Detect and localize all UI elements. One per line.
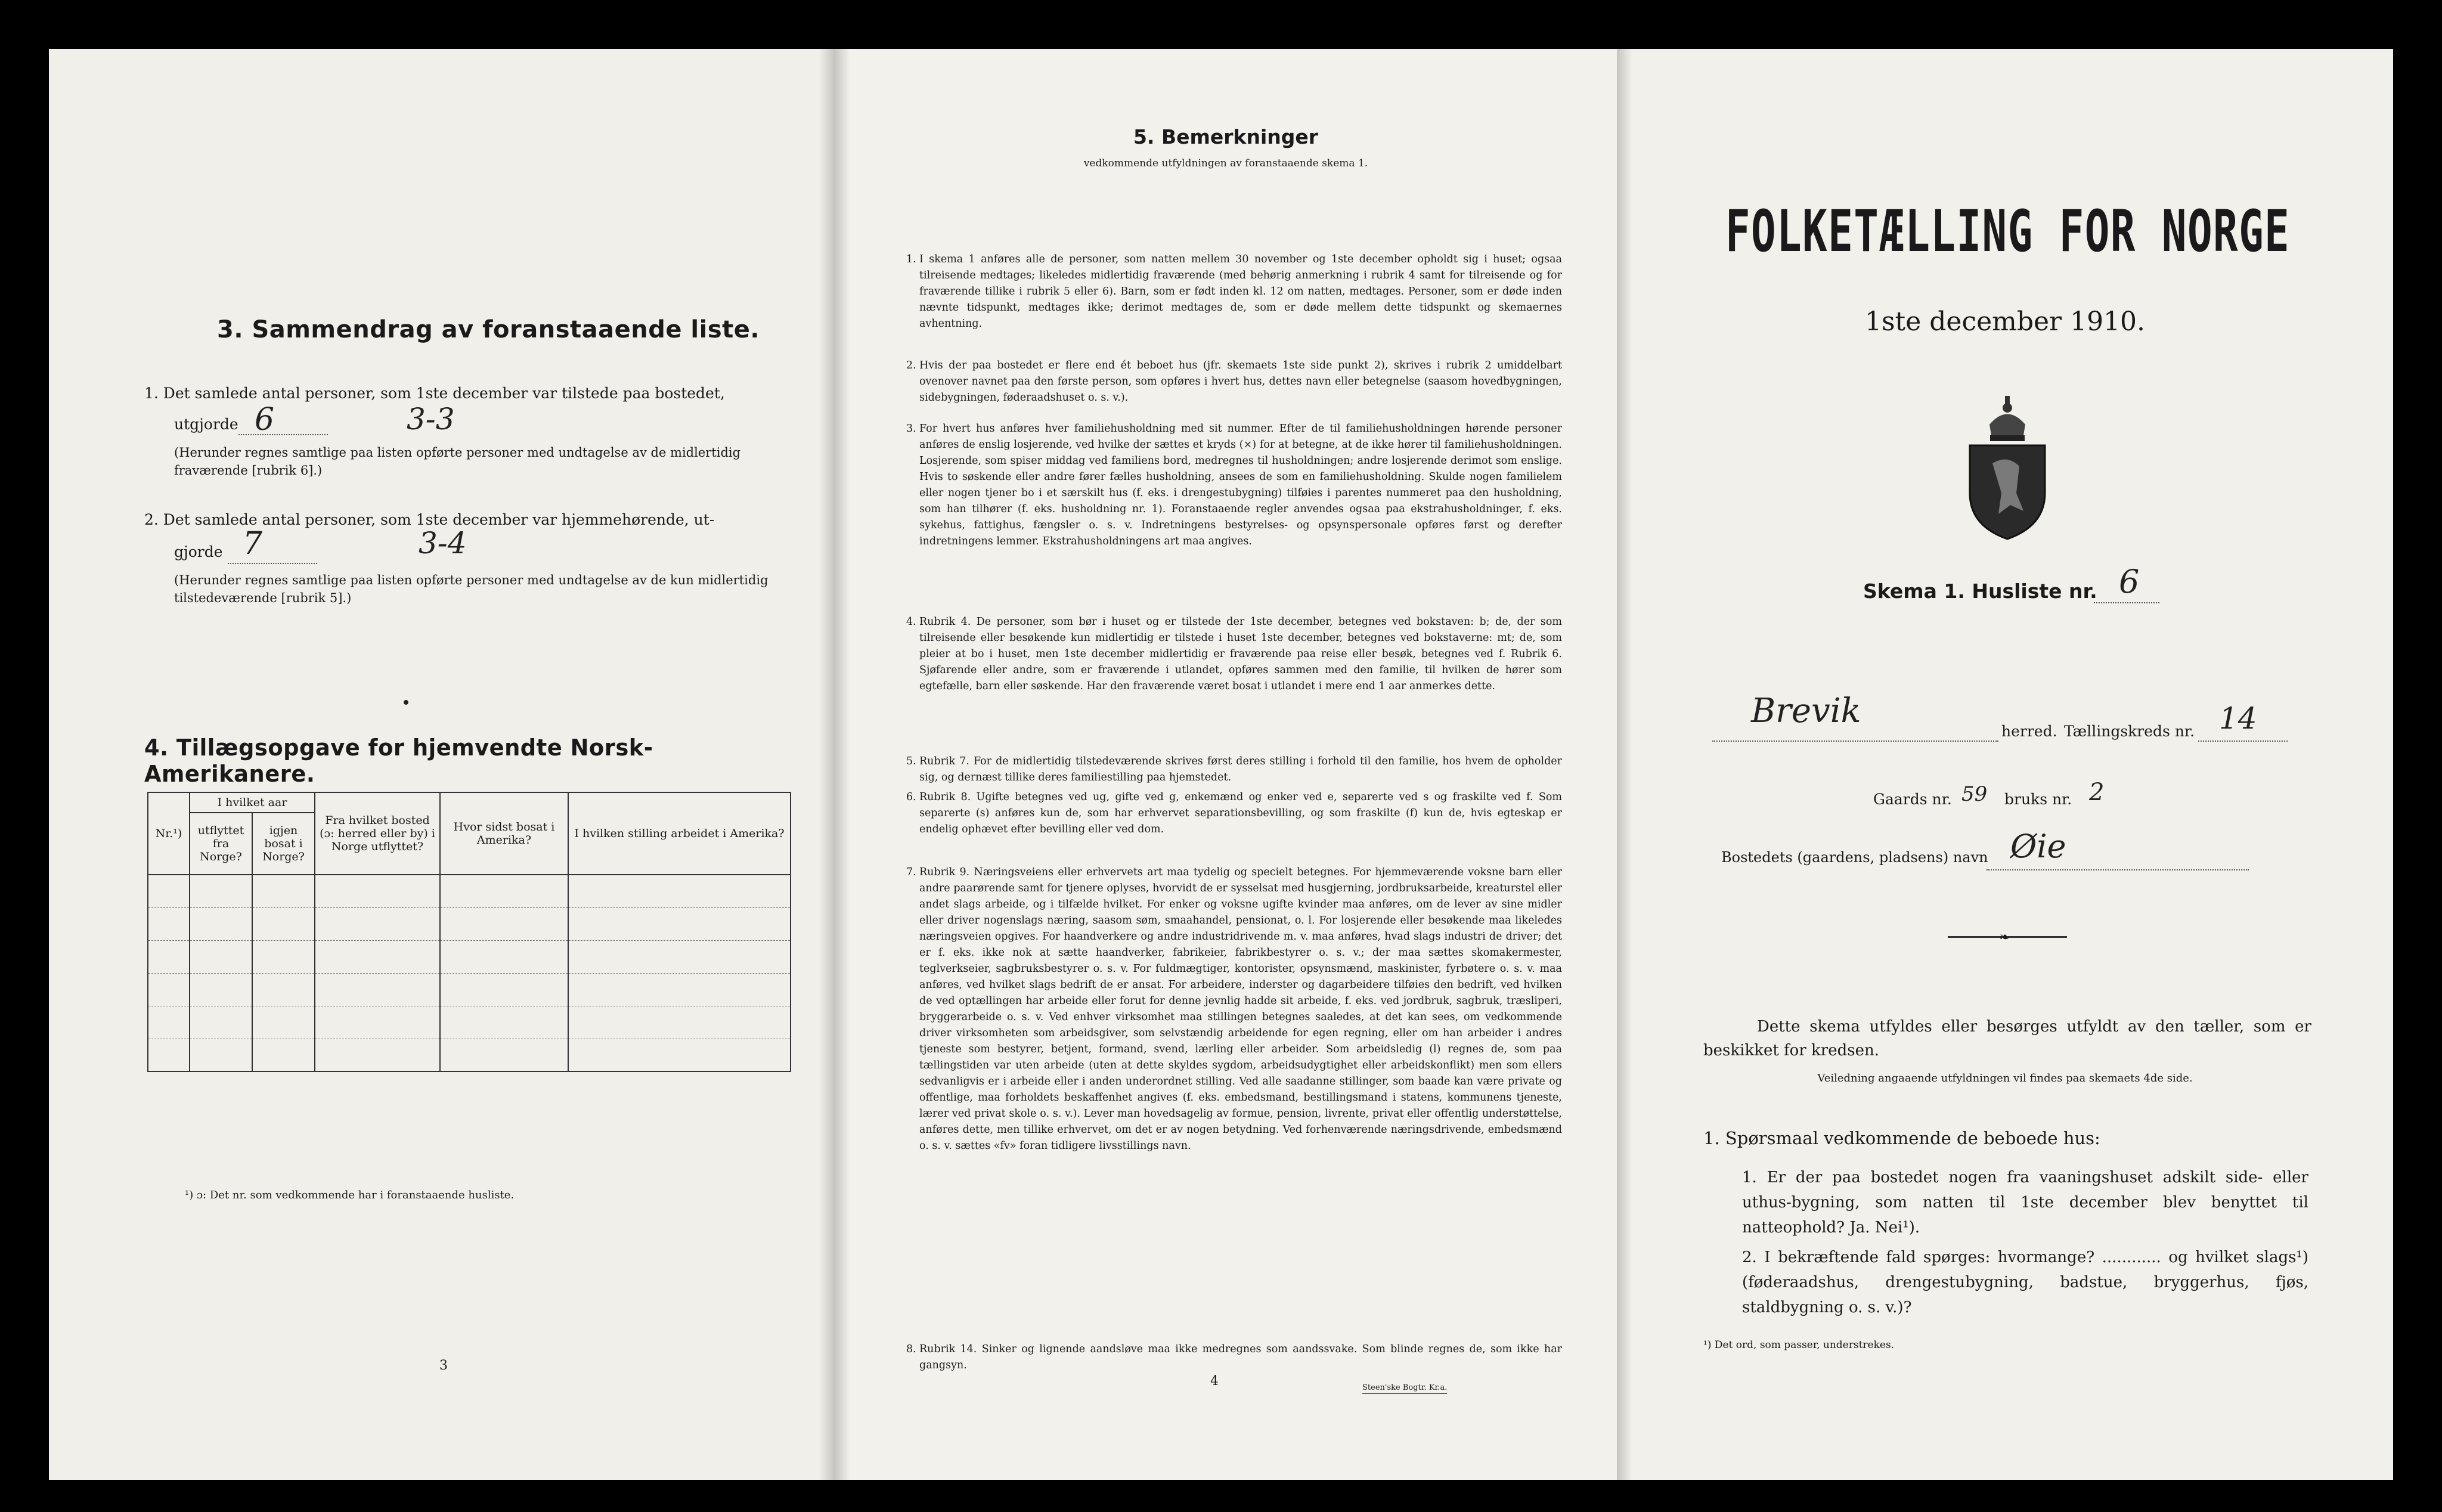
kreds-line [2198,740,2288,742]
right-footnote: ¹) Det ord, som passer, understrekes. [1703,1339,1895,1351]
page-left [49,49,835,1480]
remark-text: Rubrik 9. Næringsveiens eller erhvervets art maa tydelig og specielt betegnes. For hjemmeværende voksne barn eller andre paarørende samt for tjenere oplyses, hvorvidt de er sysselsat med husgjerning, jordbruksarbeide, kreaturstel eller andet slags arbeide, og i tilfælde hvilket. For enker og voksne ugifte kvinder maa anføres, om de lever av sine midler eller driver nogenslags næring, saasom søm, smaahandel, pensionat, o. l. For losjerende eller besøkende maa likeledes næringsveien opgives. For haandverkere og andre industridrivende m. v. maa anføres, hvad slags industri de driver; det er f. eks. ikke nok at sætte haandverker, fabrikeier, fabrikbestyrer o. s. v.; der maa sættes skomakermester, teglverkseier, sagbruksbestyrer o. s. v. For fuldmægtiger, kontorister, opsynsmænd, maskinister, fyrbøtere o. s. v. maa anføres, ved hvilket slags bedrift de er ansat. For arbeidere, inderster og dagarbeidere tilføies den bedrift, ved hvilken de ved optællingen har arbeide eller forut for denne jevnlig hadde sit arbeide, f. eks. ved jordbruk, sagbruk, træsliperi, bryggerarbeide o. s. v. Ved enhver virksomhet maa stillingen betegnes saaledes, at det kan sees, om vedkommende driver virksomheten som arbeidsgiver, som selvstændig arbeidende for egen regning, eller om han arbeider i andres tjeneste som bestyrer, betjent, formand, svend, lærling eller arbeider. Som arbeidsledig (l) regnes de, som paa tællingstiden var uten arbeide (uten at dette skyldes sygdom, arbeidsudygtighet eller arbeidskonflikt) men som ellers sedvanligvis er i arbeide eller i anden underordnet stilling. Ved alle saadanne stillinger, som baade kan være private og offentlige, maa forholdets beskaffenhet angives (f. eks. embedsmand, bestillingsmand i statens, kommunens tjeneste, lærer ved privat skole o. s. v.). Lever man hovedsagelig av formue, pension, livrente, privat eller offentlig understøttelse, anføres dette, men tillike erhvervet, om det er av nogen betydning. Ved forhenværende næringsdrivende, embedsmænd o. s. v. sættes «fv» foran tidligere livsstillings navn. [919,866,1562,1152]
herred-line [1712,740,1998,742]
gaard-label: Gaards nr. [1873,791,1952,808]
item2-dotline [228,563,317,564]
page-fold-shadow [835,49,850,1480]
item2-value2: 3-4 [419,526,467,560]
item1-dotline [238,434,328,435]
remark-text: Rubrik 4. De personer, som bør i huset og er tilstede der 1ste december, betegnes ved bokstaven: b; de, der som tilreisende eller besøkende kun midlertidig er tilstede i huset 1ste december, betegnes ved bokstaverne: mt; de, som pleier at bo i huset, men 1ste december midlertidig er fraværende paa reise eller besøk, betegnes ved f. Rubrik 6. Sjøfarende eller andre, som er fraværende i utlandet, opføres sammen med den familie, til hvilken de hører som egtefælle, barn eller søskende. Har den fraværende været bosat i utlandet i mere end 1 aar anmerkes dette. [919,616,1562,692]
page-fold-shadow [819,49,835,1480]
remark-item [906,865,1562,1154]
remark-item [906,1341,1562,1374]
page-fold-shadow [1617,49,1632,1480]
remark-text: I skema 1 anføres alle de personer, som natten mellem 30 november og 1ste december opholdt sig i huset; ogsaa tilreisende medtages; likeledes midlertidig fraværende (med behørig anmerkning i rubrik 4 samt for tilreisende og for fraværende tillike i rubrik 5 eller 6). Barn, som er født inden kl. 12 om natten, medtages. Personer, som er døde inden nævnte tidspunkt, medtages ikke; derimot medtages de, som er døde mellem dette tidspunkt og skemaernes avhentning. [919,253,1562,330]
table-row [148,940,791,973]
coat-of-arms-icon [1957,383,2058,544]
herred-label: herred. [2001,723,2057,740]
kreds-value: 14 [2219,701,2257,736]
table-row [148,1039,791,1071]
remarks-title: 5. Bemerkninger [1133,125,1319,148]
remark-item [906,252,1562,332]
ornament-glyph: ❧ [1999,930,2010,945]
section4-title: 4. Tillægsopgave for hjemvendte Norsk-Amerikanere. [144,735,653,787]
remark-number: 7. [906,866,916,878]
item2-value: 7 [243,526,263,562]
bosted-value: Øie [2010,828,2066,865]
remark-number: 8. [906,1343,916,1355]
printer-mark: Steen'ske Bogtr. Kr.a. [1362,1383,1447,1394]
table-row [148,1006,791,1039]
instruction-text: Dette skema utfyldes eller besørges utfyldt av den tæller, som er beskikket for kredsen. [1703,1018,2311,1059]
table-row [148,907,791,940]
header-from-where: Fra hvilket bosted (ɔ: herred eller by) i Norge utflyttet? [315,792,440,875]
header-returned: igjen bosat i Norge? [252,813,315,875]
item1-value2: 3-3 [407,402,455,436]
remark-number: 1. [906,253,916,265]
gaard-value: 59 [1961,782,1988,806]
header-last-lived: Hvor sidst bosat i Amerika? [440,792,568,875]
item1-note: (Herunder regnes samtlige paa listen opførte personer med undtagelse av de midlertidig fraværende [rubrik 6].) [174,445,741,478]
remark-number: 3. [906,423,916,435]
header-emigrated: utflyttet fra Norge? [190,813,252,875]
page-middle [835,49,1617,1480]
table-row [148,875,791,907]
schema-number: 6 [2119,563,2140,600]
question-1: 1. Er der paa bostedet nogen fra vaaningshuset adskilt side- eller uthus-bygning, som natten til 1ste december blev benyttet til natteophold? Ja. Nei¹). [1742,1169,2308,1237]
remark-item [906,358,1562,406]
page-right [1617,49,2393,1480]
item2-note: (Herunder regnes samtlige paa listen opførte personer med undtagelse av de kun midlertidig tilstedeværende [rubrik 5].) [174,573,768,605]
section3-title: 3. Sammendrag av foranstaaende liste. [217,316,760,343]
remark-text: Rubrik 8. Ugifte betegnes ved ug, gifte ved g, enkemænd og enker ved e, separerte ved s og fraskilte ved f. Som separerte (s) anføres kun de, som har erhvervet separationsbevilling, og som fraskilte (f) kun de, hvis egteskap er endelig ophævet efter bevilling eller ved dom. [919,791,1562,835]
remark-text: For hvert hus anføres hver familiehusholdning med sit nummer. Efter de til familiehusholdningen hørende personer anføres de enslig losjerende, ved hvilke der sættes et kryds (×) for at betegne, at de ikke hører til familiehusholdningen. Losjerende, som spiser middag ved familiens bord, medregnes til husholdningen; andre losjerende derimot som enslige. Hvis to søskende eller andre fører fælles husholdning, ansees de som en familiehusholdning. Skulde nogen familielem eller nogen tjener bo i et særskilt hus (f. eks. i drengestubygning) tilføies i parentes nummeret paa den husholdning, som han tilhører (f. eks. husholdning nr. 1). Foranstaaende regler anvendes ogsaa paa ekstrahusholdninger, f. eks. sykehus, fattighus, fængsler o. s. v. Indretningens bestyrelses- og opsynspersonale opføres først og derefter indretningens lemmer. Ekstrahusholdningens art maa angives. [919,423,1562,547]
census-title: FOLKETÆLLING FOR NORGE [1725,198,2291,265]
guidance-text: Veiledning angaaende utfyldningen vil findes paa skemaets 4de side. [1817,1072,2193,1085]
remark-item [906,421,1562,550]
remark-text: Rubrik 7. For de midlertidig tilstedeværende skrives først deres stilling i forhold til den familie, hos hvem de opholder sig, og dernæst tillike deres familiestilling paa hjemstedet. [919,755,1562,783]
remark-number: 6. [906,791,916,803]
item1-value: 6 [255,402,275,438]
bruk-value: 2 [2089,779,2105,806]
herred-value: Brevik [1751,692,1861,730]
remark-item [906,789,1562,838]
bruk-label: bruks nr. [2004,791,2072,808]
schema-label: Skema 1. Husliste nr. [1863,580,2097,603]
header-year-group: I hvilket aar [190,792,315,813]
header-nr: Nr.¹) [148,792,190,875]
remark-text: Rubrik 14. Sinker og lignende aandsløve maa ikke medregnes som aandssvake. Som blinde regnes de, som ikke har gangsyn. [919,1343,1562,1371]
remark-item [906,614,1562,695]
remarks-subtitle: vedkommende utfyldningen av foranstaaende skema 1. [1083,157,1368,169]
bosted-label: Bostedets (gaardens, pladsens) navn [1721,849,1988,866]
header-occupation: I hvilken stilling arbeidet i Amerika? [568,792,791,875]
table-header-row [148,792,791,813]
remark-number: 4. [906,616,916,628]
remark-number: 5. [906,755,916,767]
kreds-label: Tællingskreds nr. [2064,723,2195,740]
table-footnote: ¹) ɔ: Det nr. som vedkommende har i foranstaaende husliste. [185,1189,515,1201]
item2-text: 2. Det samlede antal personer, som 1ste december var hjemmehørende, ut- [144,511,715,528]
bosted-line [1987,869,2249,870]
schema-number-line [2094,602,2159,603]
remark-number: 2. [906,360,916,371]
table-row [148,973,791,1006]
dot-mark [404,700,408,705]
page-number-3: 3 [439,1358,448,1373]
remark-text: Hvis der paa bostedet er flere end ét beboet hus (jfr. skemaets 1ste side punkt 2), skrives i rubrik 2 umiddelbart ovenover navnet paa den første person, som opføres i hvert hus, dettes navn eller betegnelse (saasom hovedbygningen, sidebygningen, føderaadshuset o. s. v.). [919,360,1562,404]
page-number-4: 4 [1210,1374,1219,1389]
question-title: 1. Spørsmaal vedkommende de beboede hus: [1703,1128,2100,1148]
remark-item [906,754,1562,786]
item1-text: 1. Det samlede antal personer, som 1ste december var tilstede paa bostedet, [144,385,725,402]
norsk-amerikanere-table [147,792,791,1072]
item2-label: gjorde [174,543,223,560]
item1-label: utgjorde [174,416,238,433]
census-date: 1ste december 1910. [1864,306,2146,337]
question-2: 2. I bekræftende fald spørges: hvormange? ............ og hvilket slags¹) (føderaadshus, drengestubygning, badstue, bryggerhus, fjøs, staldbygning o. s. v.)? [1742,1248,2308,1316]
